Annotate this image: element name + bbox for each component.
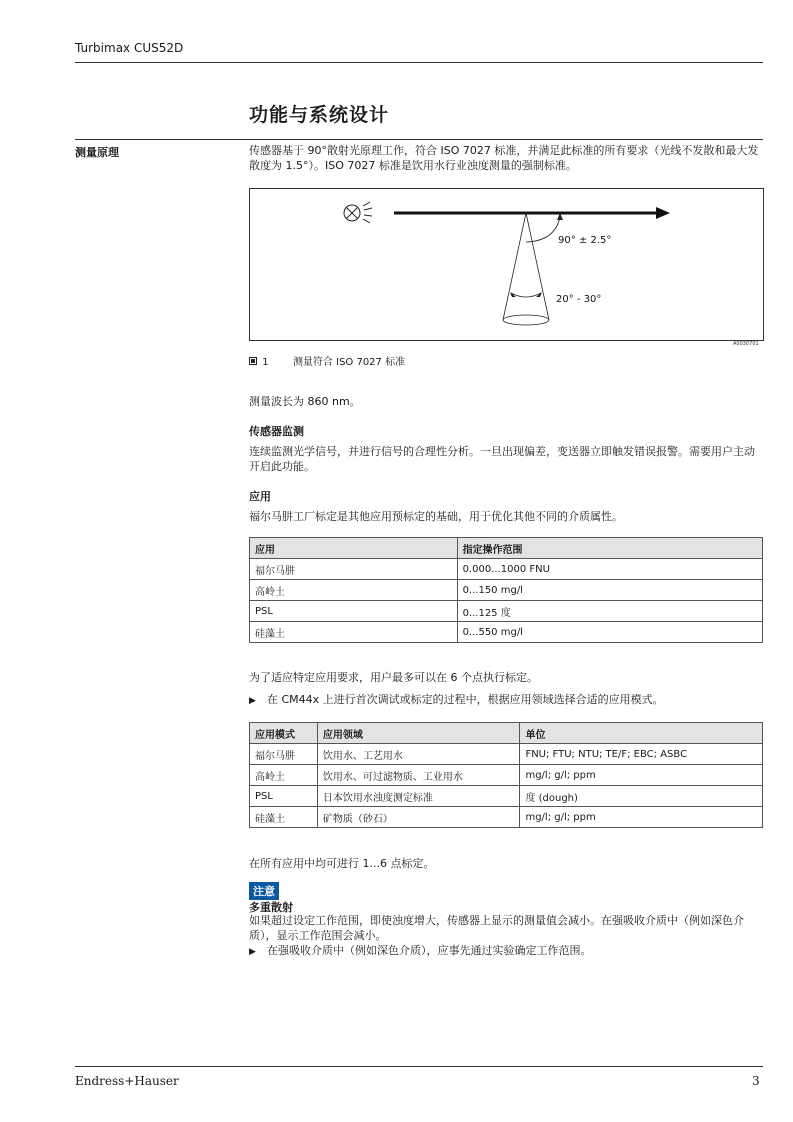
- bullet-text: 在 CM44x 上进行首次调试或标定的过程中，根据应用领域选择合适的应用模式。: [267, 693, 664, 706]
- application-text: 福尔马肼工厂标定是其他应用预标定的基础，用于优化其他不同的介质属性。: [249, 510, 623, 523]
- figure-icon: [249, 357, 259, 368]
- beam-arrowhead: [656, 207, 670, 219]
- section-title: 功能与系统设计: [249, 104, 390, 126]
- notice-bullet: [249, 943, 763, 960]
- bullet-arrow-icon: ▶: [249, 947, 256, 957]
- table-cell: 0...550 mg/l: [457, 622, 762, 643]
- table-row: [250, 601, 763, 622]
- table-cell: FNU; FTU; NTU; TE/F; EBC; ASBC: [520, 744, 763, 765]
- notice-badge: 注意: [249, 882, 279, 900]
- table-cell: 0.000...1000 FNU: [457, 559, 762, 580]
- monitoring-text: 连续监测光学信号，并进行信号的合理性分析。一旦出现偏差，变送器立即触发错误报警。需要用户主动开启此功能。: [249, 445, 755, 473]
- calibration-text: 为了适应特定应用要求，用户最多可以在 6 个点执行标定。: [249, 671, 538, 684]
- table-cell: 高岭土: [250, 580, 458, 601]
- section-rule: [75, 139, 763, 140]
- figure-code: A0030701: [733, 341, 759, 347]
- table-header-row: [250, 538, 763, 559]
- table-cell: PSL: [250, 786, 318, 807]
- footer-brand: Endress+Hauser: [75, 1074, 179, 1088]
- figure-caption: [249, 353, 405, 368]
- bullet-arrow-icon: ▶: [249, 696, 256, 706]
- table-row: [250, 559, 763, 580]
- table-cell: 福尔马肼: [250, 744, 318, 765]
- document-title: Turbimax CUS52D: [75, 41, 184, 55]
- all-apps-text: 在所有应用中均可进行 1...6 点标定。: [249, 857, 435, 870]
- table-cell: mg/l; g/l; ppm: [520, 807, 763, 828]
- table-row: [250, 744, 763, 765]
- table-cell: 0...150 mg/l: [457, 580, 762, 601]
- footer-rule: [75, 1066, 763, 1067]
- figure-caption-text: 测量符合 ISO 7027 标准: [292, 357, 406, 368]
- table-cell: 矿物质（砂石）: [317, 807, 520, 828]
- table-cell: 福尔马肼: [250, 559, 458, 580]
- page-number: 3: [752, 1074, 760, 1088]
- table-row: [250, 765, 763, 786]
- table-cell: 硅藻土: [250, 622, 458, 643]
- scattering-diagram: [250, 189, 763, 340]
- column-header: 应用领域: [317, 723, 520, 744]
- intro-paragraph: 传感器基于 90°散射光原理工作，符合 ISO 7027 标准，并满足此标准的所有要求（光线不发散和最大发散度为 1.5°）。ISO 7027 标准是饮用水行业浊度测量的强制标准。: [249, 144, 759, 172]
- cone-left-edge: [503, 213, 526, 320]
- notice-bullet-text: 在强吸收介质中（例如深色介质），应事先通过实验确定工作范围。: [267, 944, 592, 957]
- bullet-item: [249, 692, 763, 709]
- table-cell: PSL: [250, 601, 458, 622]
- table-cell: 高岭土: [250, 765, 318, 786]
- figure-number: 1: [262, 357, 269, 368]
- cone-angle-label: 20° - 30°: [556, 294, 602, 305]
- application-heading: 应用: [249, 490, 271, 503]
- table-cell: mg/l; g/l; ppm: [520, 765, 763, 786]
- table-cell: 0...125 度: [457, 601, 762, 622]
- table-row: [250, 622, 763, 643]
- lamp-icon: [344, 202, 372, 223]
- table-cell: 度 (dough): [520, 786, 763, 807]
- measurement-figure: [249, 188, 764, 341]
- notice-heading: 多重散射: [249, 901, 293, 914]
- cone-right-edge: [526, 213, 549, 320]
- table-row: [250, 807, 763, 828]
- column-header: 指定操作范围: [457, 538, 762, 559]
- table-cell: 日本饮用水浊度测定标准: [317, 786, 520, 807]
- table-cell: 硅藻土: [250, 807, 318, 828]
- column-header: 应用模式: [250, 723, 318, 744]
- table-header-row: [250, 723, 763, 744]
- side-label: 测量原理: [75, 146, 119, 159]
- notice-text: 如果超过设定工作范围，即使浊度增大，传感器上显示的测量值会减小。在强吸收介质中（例如深色介质），显示工作范围会减小。: [249, 914, 744, 942]
- cone-angle-arc: [511, 293, 541, 297]
- cone-base: [503, 315, 549, 325]
- monitoring-heading: 传感器监测: [249, 425, 304, 438]
- range-table: [249, 537, 763, 643]
- angle-label: 90° ± 2.5°: [558, 235, 612, 246]
- wavelength-text: 测量波长为 860 nm。: [249, 395, 361, 408]
- column-header: 单位: [520, 723, 763, 744]
- column-header: 应用: [250, 538, 458, 559]
- table-cell: 饮用水、工艺用水: [317, 744, 520, 765]
- table-row: [250, 580, 763, 601]
- mode-table: [249, 722, 763, 828]
- table-cell: 饮用水、可过滤物质、工业用水: [317, 765, 520, 786]
- header-rule: [75, 62, 763, 63]
- table-row: [250, 786, 763, 807]
